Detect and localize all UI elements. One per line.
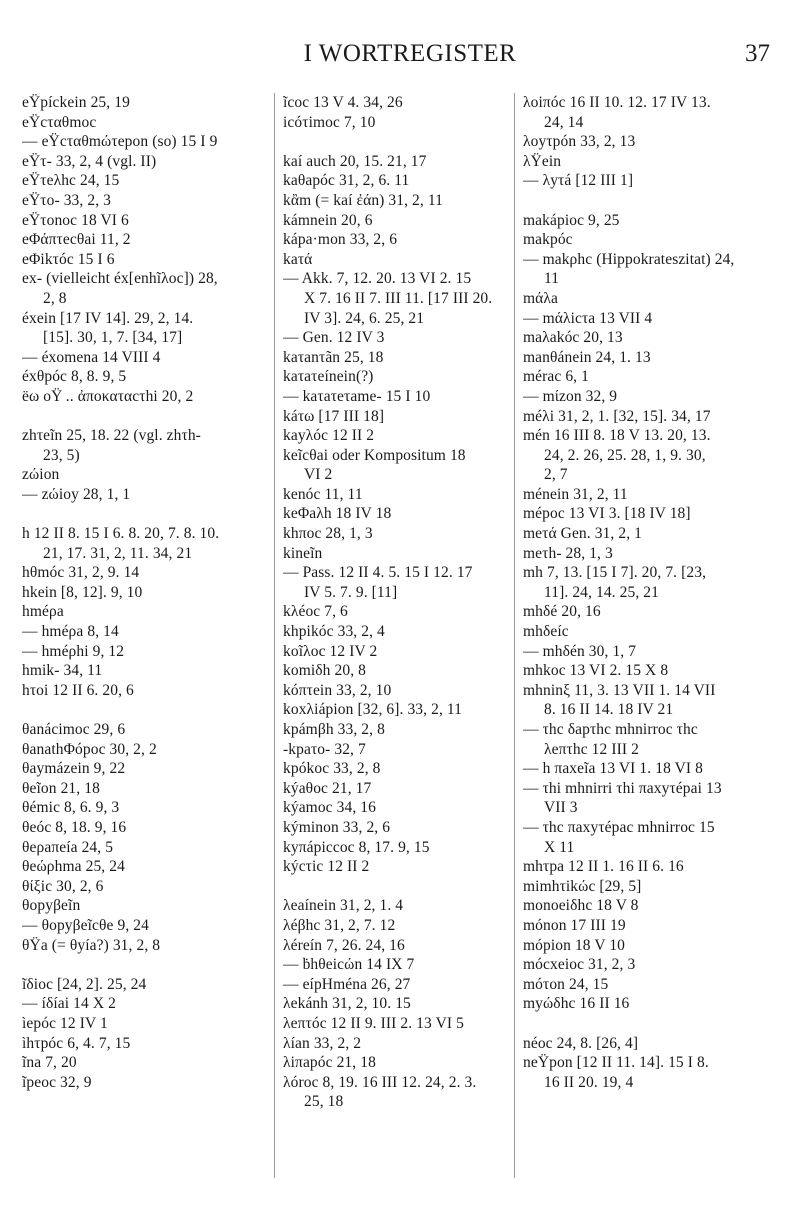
- register-entry: meτh- 28, 1, 3: [523, 544, 613, 562]
- register-entry: ex- (vielleicht éx[enhĩλoc]) 28,: [22, 270, 218, 288]
- register-entry-continuation: 8. 16 II 14. 18 IV 21: [544, 701, 674, 719]
- register-entry: — mhδén 30, 1, 7: [523, 642, 637, 660]
- register-entry-continuation: 16 II 20. 19, 4: [544, 1073, 634, 1091]
- register-entry: θeρaπeía 24, 5: [22, 838, 114, 856]
- register-entry: λekánh 31, 2, 10. 15: [283, 995, 411, 1013]
- register-entry: kenóc 11, 11: [283, 485, 363, 503]
- register-entry: hmik- 34, 11: [22, 662, 103, 680]
- register-entry: mhδeíc: [523, 623, 569, 641]
- register-entry: ìhτpóc 6, 4. 7, 15: [22, 1034, 131, 1052]
- register-entry: mάλa: [523, 289, 558, 307]
- register-entry: ĩpeoc 32, 9: [22, 1073, 92, 1091]
- register-entry: mépoc 13 VI 3. [18 IV 18]: [523, 505, 691, 523]
- register-entry: eΫτ- 33, 2, 4 (vgl. II): [22, 152, 157, 170]
- register-entry: kóπτein 33, 2, 10: [283, 681, 392, 699]
- register-entry: eΫτonoc 18 VI 6: [22, 211, 129, 229]
- register-entry: kἂm (= kaí ἐάn) 31, 2, 11: [283, 191, 443, 209]
- register-entry: eΫτeλhc 24, 15: [22, 172, 120, 190]
- register-entry: — τhi mhnirri τhi πaxyτépai 13: [523, 779, 722, 797]
- register-entry: eΫpíckein 25, 19: [22, 94, 130, 111]
- register-entry-continuation: 24, 2. 26, 25. 28, 1, 9. 30,: [544, 446, 706, 464]
- register-entry: — λyτá [12 III 1]: [523, 172, 634, 190]
- column-divider-2: [514, 93, 515, 1178]
- register-entry: maλakóc 20, 13: [523, 329, 623, 347]
- column-divider-1: [274, 93, 275, 1178]
- section-gap: [283, 877, 513, 897]
- register-entry: θanathΦópoc 30, 2, 2: [22, 740, 157, 758]
- register-entry: kápa·mon 33, 2, 6: [283, 231, 398, 249]
- register-entry: mén 16 III 8. 18 V 13. 20, 13.: [523, 427, 711, 445]
- register-entry: kaτaτeínein(?): [283, 368, 374, 386]
- register-entry: kaí auch 20, 15. 21, 17: [283, 152, 427, 170]
- register-entry: λían 33, 2, 2: [283, 1034, 362, 1052]
- section-gap: [22, 700, 272, 720]
- register-entry: λéreín 7, 26. 24, 16: [283, 936, 405, 954]
- register-column-3: [523, 93, 785, 1092]
- register-entry: mónon 17 III 19: [523, 916, 626, 934]
- register-entry: λóroc 8, 19. 16 III 12. 24, 2. 3.: [283, 1073, 477, 1091]
- register-entry: mimhτikώc [29, 5]: [523, 877, 642, 895]
- register-entry: θeĩon 21, 18: [22, 779, 100, 797]
- register-entry: θaymázein 9, 22: [22, 760, 126, 778]
- register-entry: θίξic 30, 2, 6: [22, 877, 104, 895]
- register-entry: mhninξ 11, 3. 13 VII 1. 14 VII: [523, 681, 716, 699]
- register-entry: eΫcταθmoc: [22, 113, 97, 131]
- register-entry: — θopyβeĩcθe 9, 24: [22, 916, 149, 934]
- register-entry: makápioc 9, 25: [523, 211, 620, 229]
- register-entry: — makρhc (Hippokrateszitat) 24,: [523, 250, 735, 268]
- register-entry: eΫτo- 33, 2, 3: [22, 191, 111, 209]
- register-entry: hméρa: [22, 603, 64, 621]
- register-entry: zhτeĩn 25, 18. 22 (vgl. zhτh-: [22, 427, 201, 445]
- register-entry: kýcτic 12 II 2: [283, 858, 370, 876]
- register-entry: éxθpóc 8, 8. 9, 5: [22, 368, 127, 386]
- register-entry-continuation: X 7. 16 II 7. III 11. [17 III 20.: [304, 289, 493, 307]
- register-entry-continuation: X 11: [544, 838, 575, 856]
- register-entry-continuation: 23, 5): [43, 446, 80, 464]
- register-entry: — kaτaτeτame- 15 I 10: [283, 387, 431, 405]
- register-entry: mh 7, 13. [15 I 7]. 20, 7. [23,: [523, 564, 707, 582]
- register-entry: — íδíai 14 X 2: [22, 995, 116, 1013]
- register-entry: eΦάπτecθai 11, 2: [22, 231, 131, 249]
- section-gap: [523, 1014, 785, 1034]
- register-entry-continuation: IV 5. 7. 9. [11]: [304, 583, 398, 601]
- register-entry: — Akk. 7, 12. 20. 13 VI 2. 15: [283, 270, 472, 288]
- register-entry: kýaθoc 21, 17: [283, 779, 372, 797]
- register-entry: kaτanτãn 25, 18: [283, 348, 384, 366]
- register-entry-continuation: VI 2: [304, 466, 333, 484]
- register-entry: λoyτpón 33, 2, 13: [523, 133, 636, 151]
- register-entry: — mάλicτa 13 VII 4: [523, 309, 653, 327]
- register-entry: hθmóc 31, 2, 9. 14: [22, 564, 140, 582]
- register-entry: kayλóc 12 II 2: [283, 427, 375, 445]
- register-entry: monoeiδhc 18 V 8: [523, 897, 639, 915]
- register-entry: — hméρa 8, 14: [22, 623, 119, 641]
- register-entry: ĩna 7, 20: [22, 1054, 77, 1072]
- register-entry: — hméρhi 9, 12: [22, 642, 125, 660]
- register-entry: kineĩn: [283, 544, 323, 562]
- register-column-1: [22, 93, 272, 1092]
- register-entry: h 12 II 8. 15 I 6. 8. 20, 7. 8. 10.: [22, 525, 220, 543]
- register-entry-continuation: IV 3]. 24, 6. 25, 21: [304, 309, 425, 327]
- running-title: I WORTREGISTER: [303, 40, 517, 67]
- register-entry-continuation: [15]. 30, 1, 7. [34, 17]: [43, 329, 183, 347]
- register-entry: ĩcoc 13 V 4. 34, 26: [283, 94, 403, 111]
- register-entry: ìepóc 12 IV 1: [22, 1014, 108, 1032]
- register-entry-continuation: λeπτhc 12 III 2: [544, 740, 639, 758]
- register-entry: — ḃhθeicώn 14 IX 7: [283, 956, 415, 974]
- register-entry: ménein 31, 2, 11: [523, 485, 628, 503]
- register-entry: λiπapóc 21, 18: [283, 1054, 376, 1072]
- register-entry: mhkoc 13 VI 2. 15 X 8: [523, 662, 669, 680]
- register-entry: eΦikτóc 15 I 6: [22, 250, 115, 268]
- register-entry: mhτpa 12 II 1. 16 II 6. 16: [523, 858, 684, 876]
- register-entry: meτά Gen. 31, 2, 1: [523, 525, 643, 543]
- section-gap: [283, 132, 513, 152]
- register-entry: — Gen. 12 IV 3: [283, 329, 385, 347]
- register-entry: θeóc 8, 18. 9, 16: [22, 818, 127, 836]
- register-entry: hkein [8, 12]. 9, 10: [22, 583, 143, 601]
- register-entry: khpikóc 33, 2, 4: [283, 623, 385, 641]
- section-gap: [523, 191, 785, 211]
- register-entry: ëω oΫ .. ἀποκαταcτhi 20, 2: [22, 387, 194, 405]
- register-entry: hτoi 12 II 6. 20, 6: [22, 681, 134, 699]
- register-entry: icóτimoc 7, 10: [283, 113, 376, 131]
- register-entry: — τhc δapτhc mhnirroc τhc: [523, 721, 698, 738]
- register-column-2: [283, 93, 513, 1112]
- page-header: [50, 40, 770, 74]
- register-entry: móτon 24, 15: [523, 975, 609, 993]
- register-entry: -kpaτo- 32, 7: [283, 740, 366, 758]
- register-entry: kpámβh 33, 2, 8: [283, 721, 385, 738]
- register-entry: — eípHména 26, 27: [283, 975, 411, 993]
- register-entry: — Pass. 12 II 4. 5. 15 I 12. 17: [283, 564, 473, 582]
- register-entry: kyπápiccoc 8, 17. 9, 15: [283, 838, 430, 856]
- register-entry: λeaínein 31, 2, 1. 4: [283, 897, 404, 915]
- register-entry: mópion 18 V 10: [523, 936, 626, 954]
- register-entry: komiδh 20, 8: [283, 662, 366, 680]
- register-entry: θanácimoc 29, 6: [22, 721, 126, 738]
- register-entry: kýminon 33, 2, 6: [283, 818, 391, 836]
- register-entry: θΫa (= θyía?) 31, 2, 8: [22, 936, 161, 954]
- section-gap: [22, 955, 272, 975]
- register-entry: mhδé 20, 16: [523, 603, 601, 621]
- register-entry: — mίzon 32, 9: [523, 387, 618, 405]
- register-entry: λoiπóc 16 II 10. 12. 17 IV 13.: [523, 94, 711, 111]
- register-entry: makpóc: [523, 231, 573, 249]
- register-entry: neΫpon [12 II 11. 14]. 15 I 8.: [523, 1054, 709, 1072]
- register-entry: — éxomena 14 VIII 4: [22, 348, 161, 366]
- register-entry: — zώioy 28, 1, 1: [22, 485, 131, 503]
- register-entry-continuation: 25, 18: [304, 1093, 344, 1111]
- register-entry: keĩcθai oder Kompositum 18: [283, 446, 466, 464]
- register-entry: méλi 31, 2, 1. [32, 15]. 34, 17: [523, 407, 711, 425]
- section-gap: [22, 504, 272, 524]
- register-entry-continuation: 11: [544, 270, 560, 288]
- register-entry: káτω [17 III 18]: [283, 407, 385, 425]
- register-entry: — eΫcταθmώτepon (so) 15 I 9: [22, 133, 218, 151]
- register-entry: khπoc 28, 1, 3: [283, 525, 373, 543]
- register-entry: — τhc πaxyτépac mhnirroc 15: [523, 818, 715, 836]
- register-entry: mérac 6, 1: [523, 368, 589, 386]
- register-entry: θopyβeĩn: [22, 897, 81, 915]
- register-entry: θeώρhma 25, 24: [22, 858, 125, 876]
- register-entry: koxλiápion [32, 6]. 33, 2, 11: [283, 701, 463, 719]
- register-entry-continuation: 21, 17. 31, 2, 11. 34, 21: [43, 544, 193, 562]
- register-entry: λΫein: [523, 152, 562, 170]
- register-entry-continuation: VII 3: [544, 799, 578, 817]
- register-entry: — h πaxeĩa 13 VI 1. 18 VI 8: [523, 760, 703, 778]
- register-entry: néoc 24, 8. [26, 4]: [523, 1034, 639, 1052]
- register-entry-continuation: 2, 7: [544, 466, 568, 484]
- register-entry-continuation: 11]. 24, 14. 25, 21: [544, 583, 659, 601]
- register-entry-continuation: 2, 8: [43, 289, 67, 307]
- register-entry: éxein [17 IV 14]. 29, 2, 14.: [22, 309, 194, 327]
- section-gap: [22, 407, 272, 427]
- register-entry: λeπτóc 12 II 9. III 2. 13 VI 5: [283, 1014, 464, 1032]
- register-entry: keΦaλh 18 IV 18: [283, 505, 392, 523]
- register-entry: mócxeioc 31, 2, 3: [523, 956, 636, 974]
- register-entry: ĩδioc [24, 2]. 25, 24: [22, 975, 147, 993]
- register-entry: koĩλoc 12 IV 2: [283, 642, 378, 660]
- register-entry: λéβhc 31, 2, 7. 12: [283, 916, 396, 934]
- register-entry: kaθapóc 31, 2, 6. 11: [283, 172, 410, 190]
- register-entry: kλéoc 7, 6: [283, 603, 348, 621]
- register-entry: myώδhc 16 II 16: [523, 995, 630, 1013]
- register-entry: kaτά: [283, 250, 313, 268]
- register-entry: θémic 8, 6. 9, 3: [22, 799, 120, 817]
- register-entry: manθánein 24, 1. 13: [523, 348, 651, 366]
- page-number: 37: [745, 40, 770, 67]
- register-entry-continuation: 24, 14: [544, 113, 584, 131]
- register-entry: kpókoc 33, 2, 8: [283, 760, 381, 778]
- register-entry: zώion: [22, 466, 60, 484]
- register-entry: kámnein 20, 6: [283, 211, 373, 229]
- register-entry: kýamoc 34, 16: [283, 799, 376, 817]
